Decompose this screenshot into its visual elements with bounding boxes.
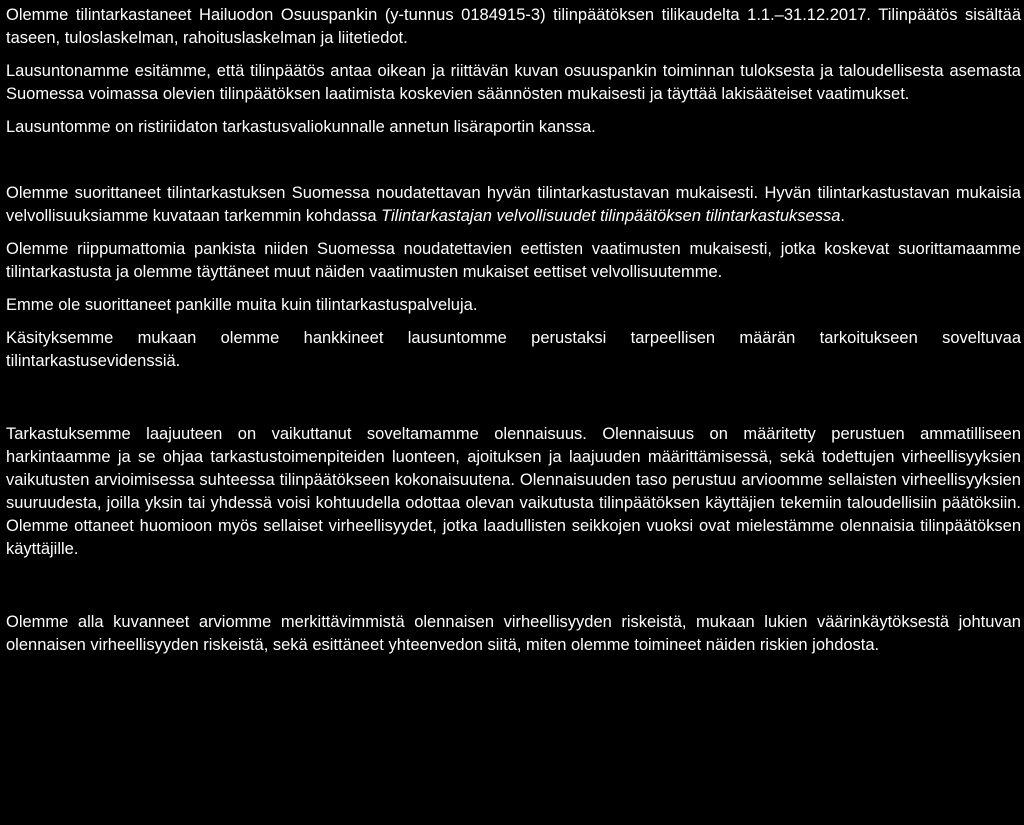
basis-italic-reference: Tilintarkastajan velvollisuudet tilinpäätöksen tilintarkastuksessa [381, 207, 841, 225]
basis-end: . [840, 207, 846, 225]
opinion-paragraph: Lausuntonamme esitämme, että tilinpäätös antaa oikean ja riittävän kuvan osuuspankin toiminnan tuloksesta ja taloudellisesta asemasta Suomessa voimassa olevien tilinpäätöksen laatimista koskevien säännösten mukaisesti ja täyttää lakisääteiset vaatimukset. [6, 62, 1021, 103]
document-page [6, 4, 1021, 657]
opinion-scope-paragraph: Olemme tilintarkastaneet Hailuodon Osuuspankin (y-tunnus 0184915-3) tilinpäätöksen tilikaudelta 1.1.–31.12.2017. Tilinpäätös sisältää taseen, tuloslaskelman, rahoituslaskelman ja liitetiedot. [6, 6, 1021, 47]
consistency-paragraph: Lausuntomme on ristiriidaton tarkastusvaliokunnalle annetun lisäraportin kanssa. [6, 118, 596, 136]
services-paragraph: Emme ole suorittaneet pankille muita kuin tilintarkastuspalveluja. [6, 296, 478, 314]
basis-paragraph [6, 182, 1021, 228]
key-risks-paragraph: Olemme alla kuvanneet arviomme merkittävimmistä olennaisen virheellisyyden riskeistä, mukaan lukien väärinkäytöksestä johtuvan olennaisen virheellisyyden riskeistä, sekä esittäneet yhteenvedon siitä, miten olemme toimineet näiden riskien johdosta. [6, 613, 1021, 654]
basis-text: Olemme suorittaneet tilintarkastuksen Suomessa noudatettavan hyvän tilintarkastustavan mukaisesti. Hyvän tilintarkastustavan mukaisia velvollisuuksiamme kuvataan tarkemmin kohdassa [6, 184, 1021, 225]
independence-paragraph: Olemme riippumattomia pankista niiden Suomessa noudatettavien eettisten vaatimusten mukaisesti, jotka koskevat suorittamaamme tilintarkastusta ja olemme täyttäneet muut näiden vaatimusten mukaiset eettiset velvollisuutemme. [6, 240, 1021, 281]
materiality-paragraph: Tarkastuksemme laajuuteen on vaikuttanut soveltamamme olennaisuus. Olennaisuus on määritetty perustuen ammatilliseen harkintaamme ja se ohjaa tarkastustoimenpiteiden luonteen, ajoituksen ja laajuuden määrittämisessä, sekä todettujen virheellisyyksien vaikutusten arvioimisessa suhteessa tilinpäätökseen kokonaisuutena. Olennaisuuden taso perustuu arvioomme sellaisten virheellisyyksien suuruudesta, joilla yksin tai yhdessä voisi kohtuudella odottaa olevan vaikutusta tilinpäätöksen käyttäjien tekemiin taloudellisiin päätöksiin. Olemme ottaneet huomioon myös sellaiset virheellisyydet, jotka laadullisten seikkojen vuoksi ovat mielestämme olennaisia tilinpäätöksen käyttäjille. [6, 425, 1021, 558]
evidence-paragraph: Käsityksemme mukaan olemme hankkineet lausuntomme perustaksi tarpeellisen määrän tarkoitukseen soveltuvaa tilintarkastusevidenssiä. [6, 329, 1021, 370]
